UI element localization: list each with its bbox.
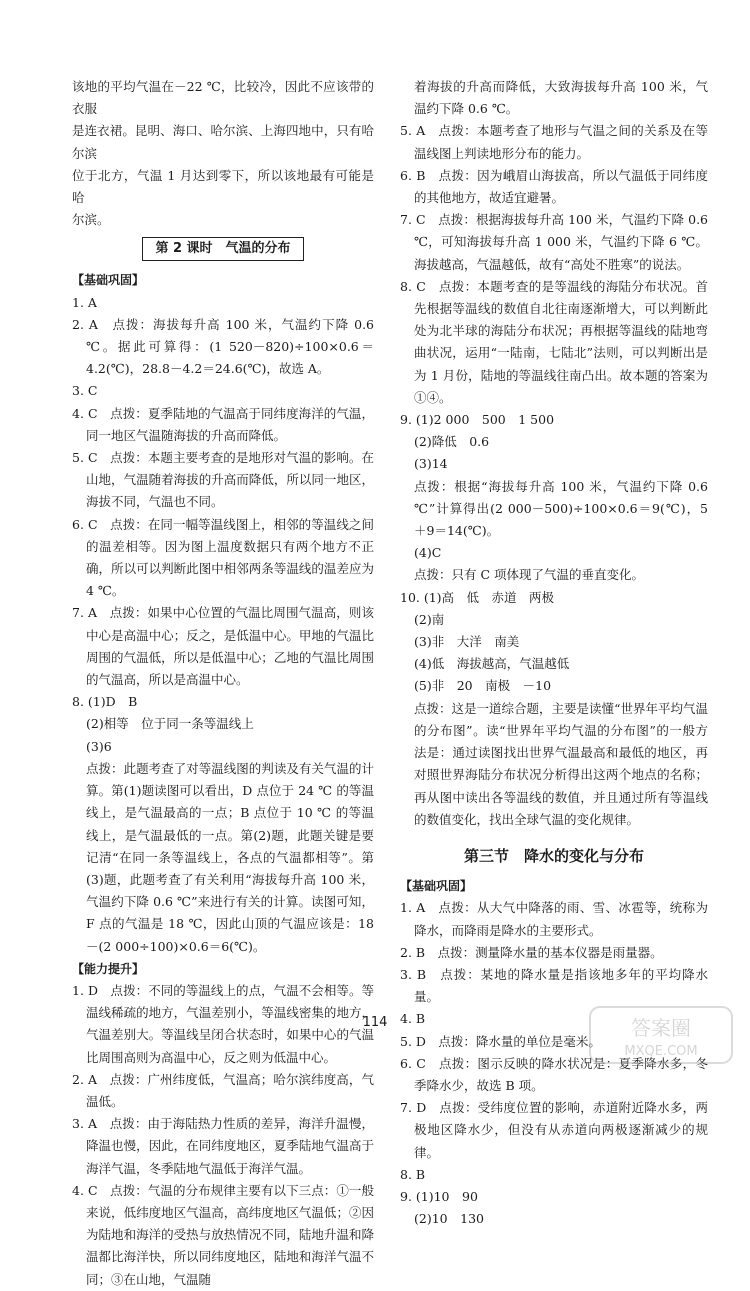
answer-tip: 点拨：只有 C 项体现了气温的垂直变化。 bbox=[414, 567, 645, 583]
answer-item: 2. B 点拨：测量降水量的基本仪器是雨量器。 bbox=[400, 944, 663, 960]
answer-subitem: (2)降低 0.6 bbox=[414, 434, 490, 450]
answer-subitem: (4)C bbox=[414, 545, 442, 561]
answer-item: 6. C 点拨：图示反映的降水状况是：夏季降水多，冬季降水少，故选 B 项。 bbox=[400, 1055, 708, 1093]
answer-item: 10. (1)高 低 赤道 两极 bbox=[400, 589, 555, 605]
answer-item: 8. (1)D B bbox=[72, 694, 138, 710]
answer-tip: 点拨：此题考查了对等温线图的判读及有关气温的计算。第(1)题读图可以看出，D 点位于 24 ℃ 的等温线上，是气温最高的一点；B 点位于 10 ℃ 的等温线上，是气温最低的一点。第(2)题，此题关键是要记清“在同一条等温线上，各点的气温都相等”。第(3)题，此题考查了有关利用“海拔每升高 100 米，气温约下降 0.6 ℃”来进行有关的计算。读图可知，F 点的气温是 18 ℃，因此山顶的气温应该是：18－(2 000÷100)×0.6＝6(℃)。 bbox=[86, 760, 374, 954]
answer-item: 6. C 点拨：在同一幅等温线图上，相邻的等温线之间的温差相等。因为图上温度数据只有两个地方不正确，所以可以判断此图中相邻两条等温线的温差应为 4 ℃。 bbox=[72, 516, 374, 599]
answer-tip: 点拨：根据“海拔每升高 100 米，气温约下降 0.6 ℃”计算得出(2 000－500)÷100×0.6＝9(℃)，5＋9＝14(℃)。 bbox=[414, 478, 708, 539]
answer-item: 8. C 点拨：本题考查的是等温线的海陆分布状况。首先根据等温线的数值自北往南逐渐增大，可以判断此处为北半球的海陆分布状况；再根据等温线的陆地弯曲状况，运用“一陆南，七陆北”法则，可以判断出是为 1 月份，陆地的等温线往南凸出。故本题的答案为①④。 bbox=[400, 278, 708, 405]
answer-item: 1. A 点拨：从大气中降落的雨、雪、冰雹等，统称为降水，而降雨是降水的主要形式。 bbox=[400, 900, 708, 938]
answer-item: 7. C 点拨：根据海拔每升高 100 米，气温约下降 0.6 ℃，可知海拔每升高 1 000 米，气温约下降 6 ℃。海拔越高，气温越低，故有“高处不胜寒”的说法。 bbox=[400, 212, 708, 272]
text-line: 位于北方，气温 1 月达到零下，所以该地最有可能是哈 bbox=[72, 167, 374, 206]
text-line: 尔滨。 bbox=[72, 212, 110, 228]
answer-item: 2. A 点拨：海拔每升高 100 米，气温约下降 0.6 ℃。据此可算得：(1 520－820)÷100×0.6＝4.2(℃)，28.8－4.2＝24.6(℃)，故选 A。 bbox=[72, 316, 374, 377]
answer-item: 4. C 点拨：夏季陆地的气温高于同纬度海洋的气温，同一地区气温随海拔的升高而降低。 bbox=[72, 405, 374, 443]
answer-item: 5. A 点拨：本题考查了地形与气温之间的关系及在等温线图上判读地形分布的能力。 bbox=[400, 123, 708, 161]
text-line: 该地的平均气温在－22 ℃，比较冷，因此不应该带的衣服 bbox=[72, 79, 374, 117]
section-title: 第三节 降水的变化与分布 bbox=[463, 846, 644, 865]
section-label-basic: 【基础巩固】 bbox=[400, 879, 473, 894]
watermark-logo bbox=[586, 1003, 736, 1067]
section-label-basic: 【基础巩固】 bbox=[72, 273, 145, 288]
lesson-title: 第 2 课时 气温的分布 bbox=[142, 237, 303, 261]
text-line: 是连衣裙。昆明、海口、哈尔滨、上海四地中，只有哈尔滨 bbox=[72, 123, 374, 161]
answer-item: 1. A bbox=[72, 294, 97, 310]
answer-item: 7. A 点拨：如果中心位置的气温比周围气温高，则该中心是高温中心；反之，是低温中心。甲地的气温比周围的气温低，所以是低温中心；乙地的气温比周围的气温高，所以是高温中心。 bbox=[72, 605, 374, 688]
page-number: 114 bbox=[362, 1015, 388, 1030]
answer-item: 3. A 点拨：由于海陆热力性质的差异，海洋升温慢，降温也慢，因此，在同纬度地区，夏季陆地气温高于海洋气温，冬季陆地气温低于海洋气温。 bbox=[72, 1116, 374, 1176]
answer-item: 6. B 点拨：因为峨眉山海拔高，所以气温低于同纬度的其他地方，故适宜避暑。 bbox=[400, 167, 708, 206]
answer-item: 7. D 点拨：受纬度位置的影响，赤道附近降水多，两极地区降水少，但没有从赤道向两极逐渐减少的规律。 bbox=[400, 1100, 708, 1160]
answer-item: 4. B bbox=[400, 1011, 426, 1027]
answer-item: 1. D 点拨：不同的等温线上的点，气温不会相等。等温线稀疏的地方，气温差别小，等温线密集的地方，气温差别大。等温线呈闭合状态时，如果中心的气温比周围高则为高温中心，反之则为低温中心。 bbox=[72, 982, 374, 1065]
answer-subitem: (5)非 20 南极 －10 bbox=[414, 678, 552, 694]
answer-item: 5. C 点拨：本题主要考查的是地形对气温的影响。在山地，气温随着海拔的升高而降低，所以同一地区，海拔不同，气温也不同。 bbox=[72, 450, 374, 510]
answer-item: 3. C bbox=[72, 383, 98, 399]
svg-text:MXQE.COM: MXQE.COM bbox=[624, 1044, 698, 1059]
section-label-ability: 【能力提升】 bbox=[72, 961, 145, 976]
left-column bbox=[72, 76, 374, 1291]
answer-item: 9. (1)10 90 bbox=[400, 1188, 478, 1204]
answer-subitem: (3)非 大洋 南美 bbox=[414, 634, 520, 650]
answer-subitem: (3)14 bbox=[414, 456, 448, 472]
answer-item: 4. C 点拨：气温的分布规律主要有以下三点：①一般来说，低纬度地区气温高，高纬度地区气温低；②因为陆地和海洋的受热与放热情况不同，陆地升温和降温都比海洋快，所以同纬度地区，陆地和海洋气温不同；③在山地，气温随 bbox=[72, 1182, 374, 1287]
answer-subitem: (2)南 bbox=[414, 611, 445, 627]
answer-subitem: (3)6 bbox=[86, 738, 112, 754]
answer-continuation: 着海拔的升高而降低，大致海拔每升高 100 米，气温约下降 0.6 ℃。 bbox=[414, 79, 708, 117]
svg-text:答案圈: 答案圈 bbox=[631, 1016, 691, 1040]
answer-subitem: (4)低 海拔越高，气温越低 bbox=[414, 656, 570, 672]
answer-tip: 点拨：这是一道综合题，主要是读懂“世界年平均气温的分布图”。读“世界年平均气温的分布图”的一般方法是：通过读图找出世界气温最高和最低的地区，再对照世界海陆分布状况分析得出这两个地点的名称；再从图中读出各等温线的数值，并且通过所有等温线的数值变化，找出全球气温的变化规律。 bbox=[414, 700, 708, 827]
answer-subitem: (2)10 130 bbox=[414, 1211, 484, 1227]
answer-item: 5. D 点拨：降水量的单位是毫米。 bbox=[400, 1033, 601, 1049]
answer-subitem: (2)相等 位于同一条等温线上 bbox=[86, 716, 254, 732]
lesson-title-box bbox=[72, 237, 374, 261]
answer-item: 3. B 点拨：某地的降水量是指该地多年的平均降水量。 bbox=[400, 966, 708, 1005]
answer-item: 2. A 点拨：广州纬度低，气温高；哈尔滨纬度高，气温低。 bbox=[72, 1071, 374, 1109]
answer-item: 9. (1)2 000 500 1 500 bbox=[400, 412, 555, 428]
answer-item: 8. B bbox=[400, 1166, 426, 1182]
